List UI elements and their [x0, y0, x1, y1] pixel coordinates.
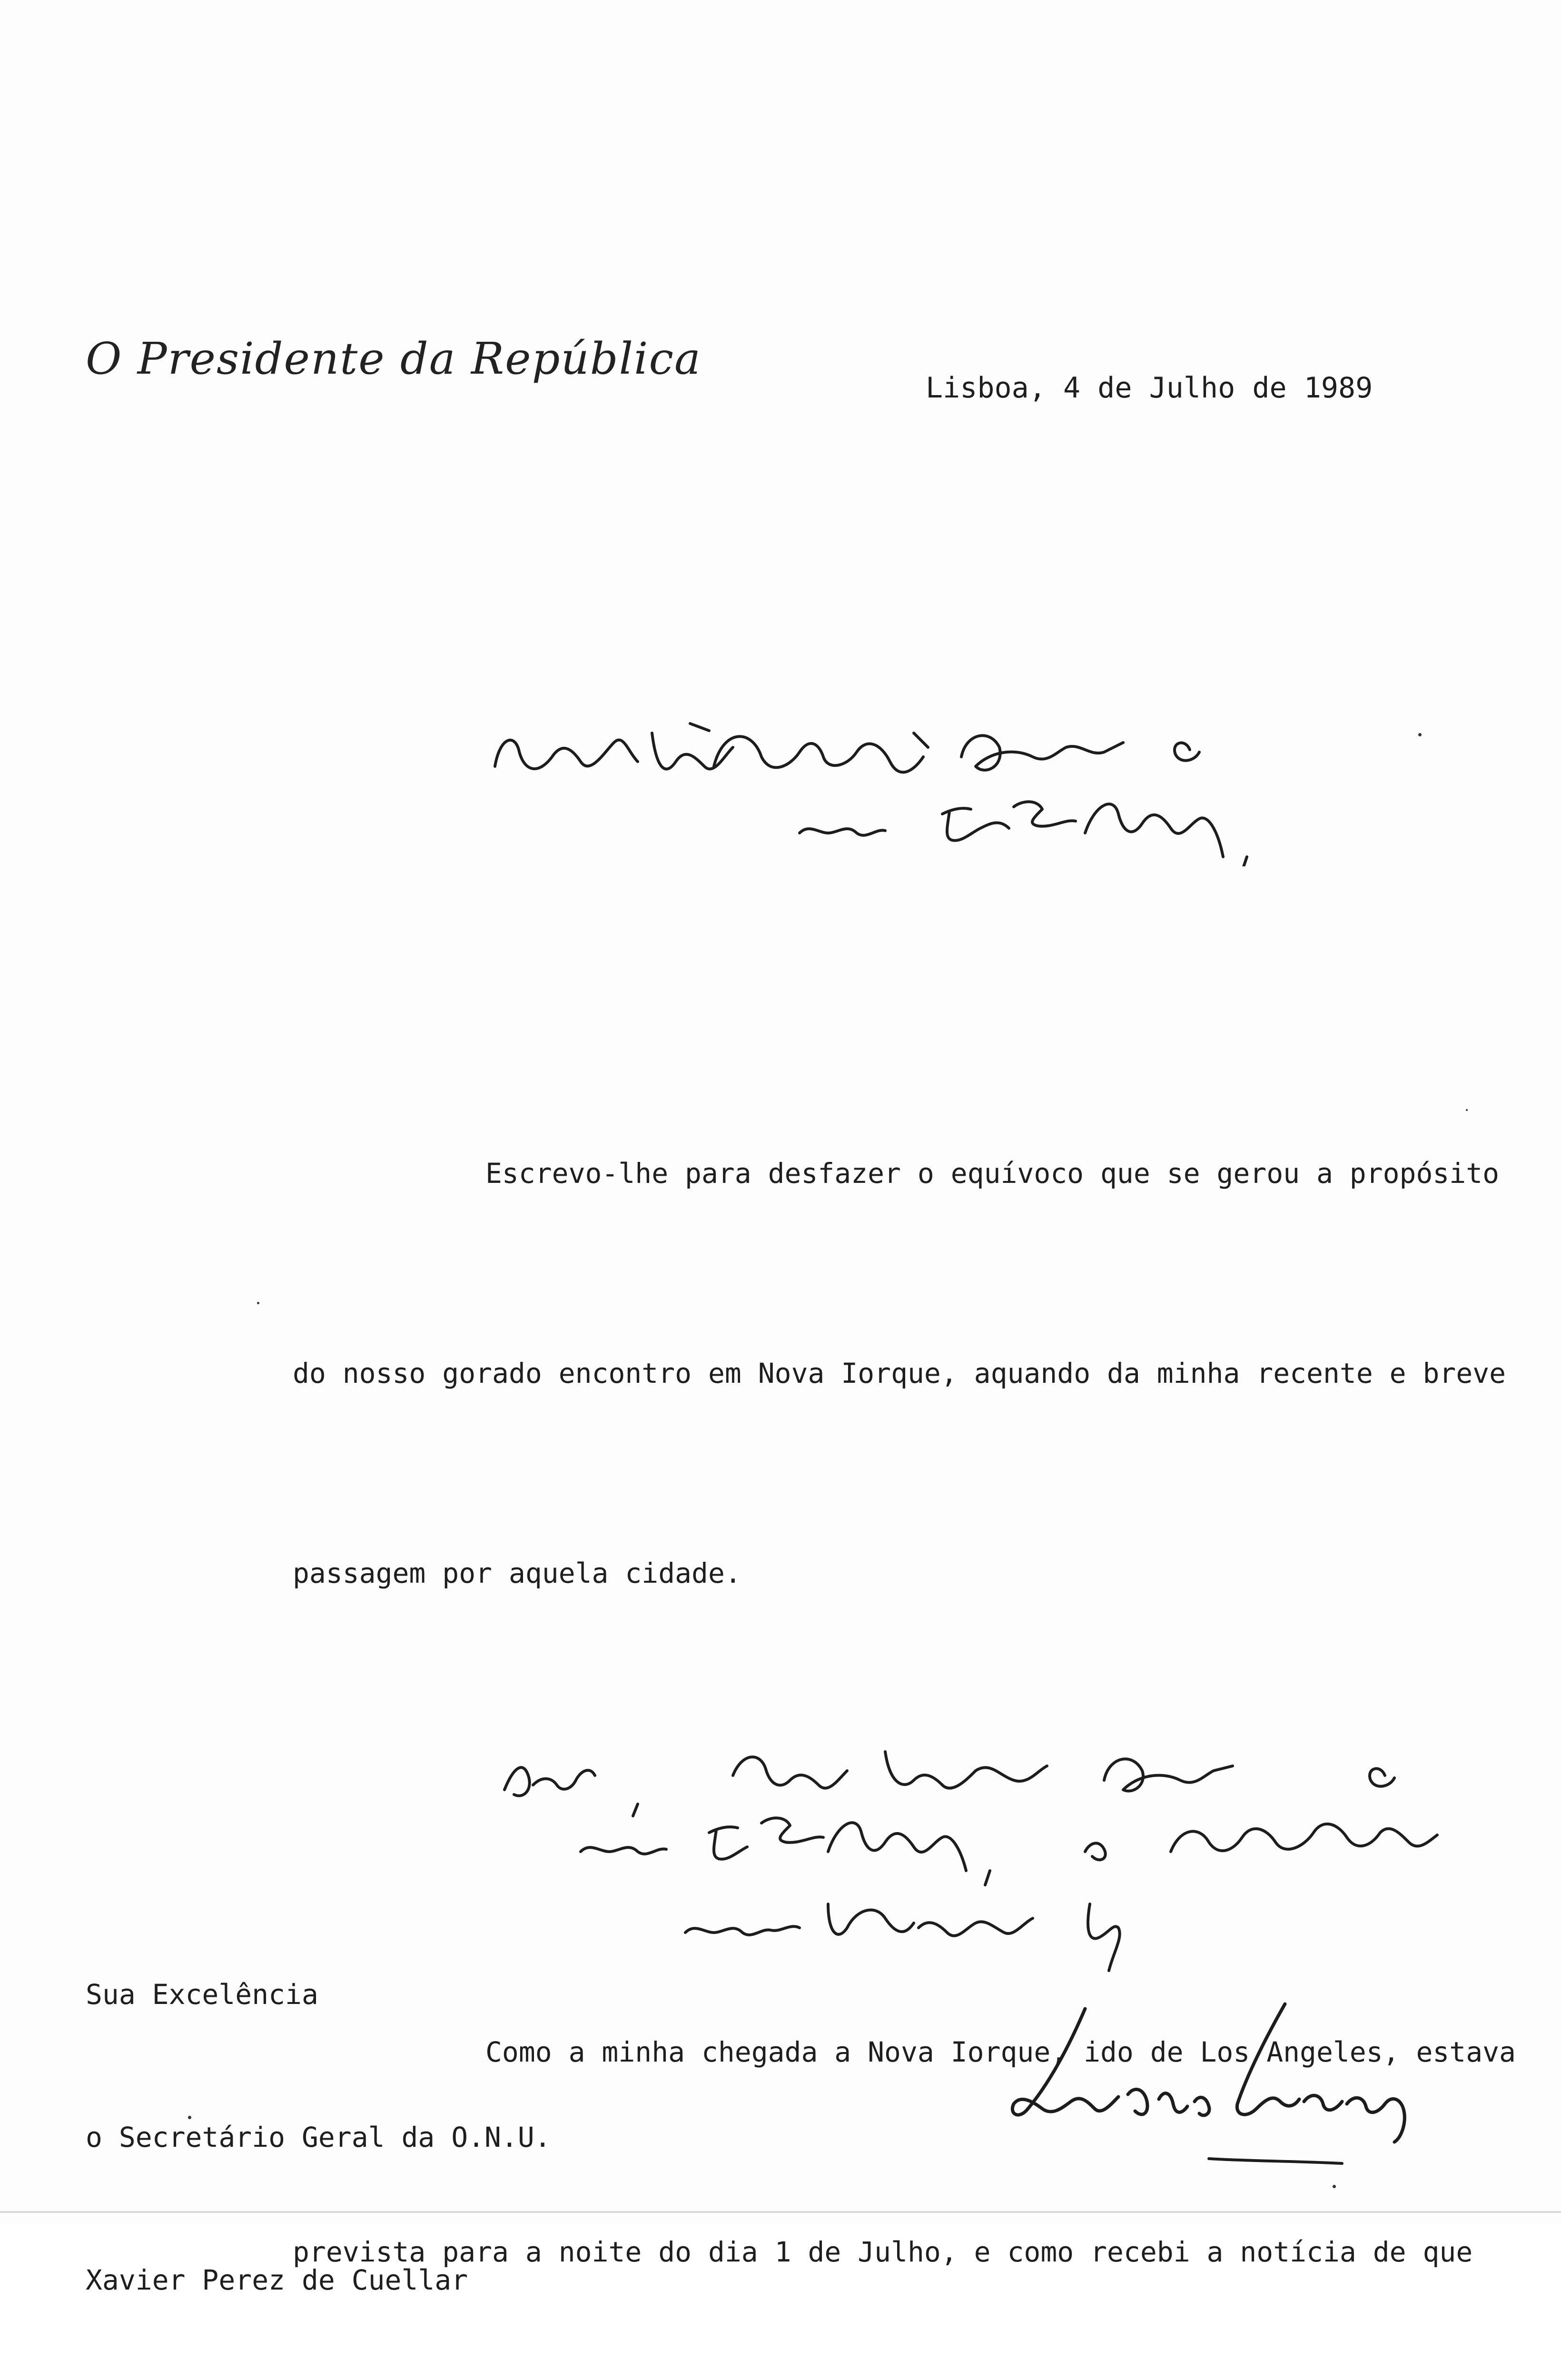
paragraph-line: Como a minha chegada a Nova Iorque, ido de Los Angeles, estava	[485, 2036, 1516, 2068]
place-date: Lisboa, 4 de Julho de 1989	[926, 371, 1373, 405]
recipient-line: o Secretário Geral da O.N.U.	[86, 2121, 551, 2153]
paragraph-line: Escrevo-lhe para desfazer o equívoco que se gerou a propósito	[485, 1157, 1500, 1190]
handwritten-signature	[999, 1999, 1428, 2190]
paragraph-line: passagem por aquela cidade.	[293, 1557, 741, 1589]
scan-speck	[1466, 1109, 1468, 1111]
recipient-address	[86, 1875, 551, 2380]
paragraph-1	[293, 1007, 1516, 1740]
scan-speck	[188, 2116, 191, 2119]
scan-speck	[1418, 733, 1422, 736]
letterhead: O Presidente da República	[86, 333, 701, 384]
scan-speck	[1333, 2185, 1336, 2188]
scan-speck	[257, 1302, 259, 1304]
handwritten-salutation	[485, 704, 1342, 866]
paragraph-line: do nosso gorado encontro em Nova Iorque, aquando da minha recente e breve	[293, 1357, 1506, 1389]
paragraph-line: prevista para a noite do dia 1 de Julho, e como recebi a notícia de que	[293, 2236, 1473, 2268]
recipient-line: Xavier Perez de Cuellar	[86, 2264, 468, 2296]
recipient-line: Sua Excelência	[86, 1978, 318, 2011]
handwritten-closing	[495, 1733, 1494, 1999]
